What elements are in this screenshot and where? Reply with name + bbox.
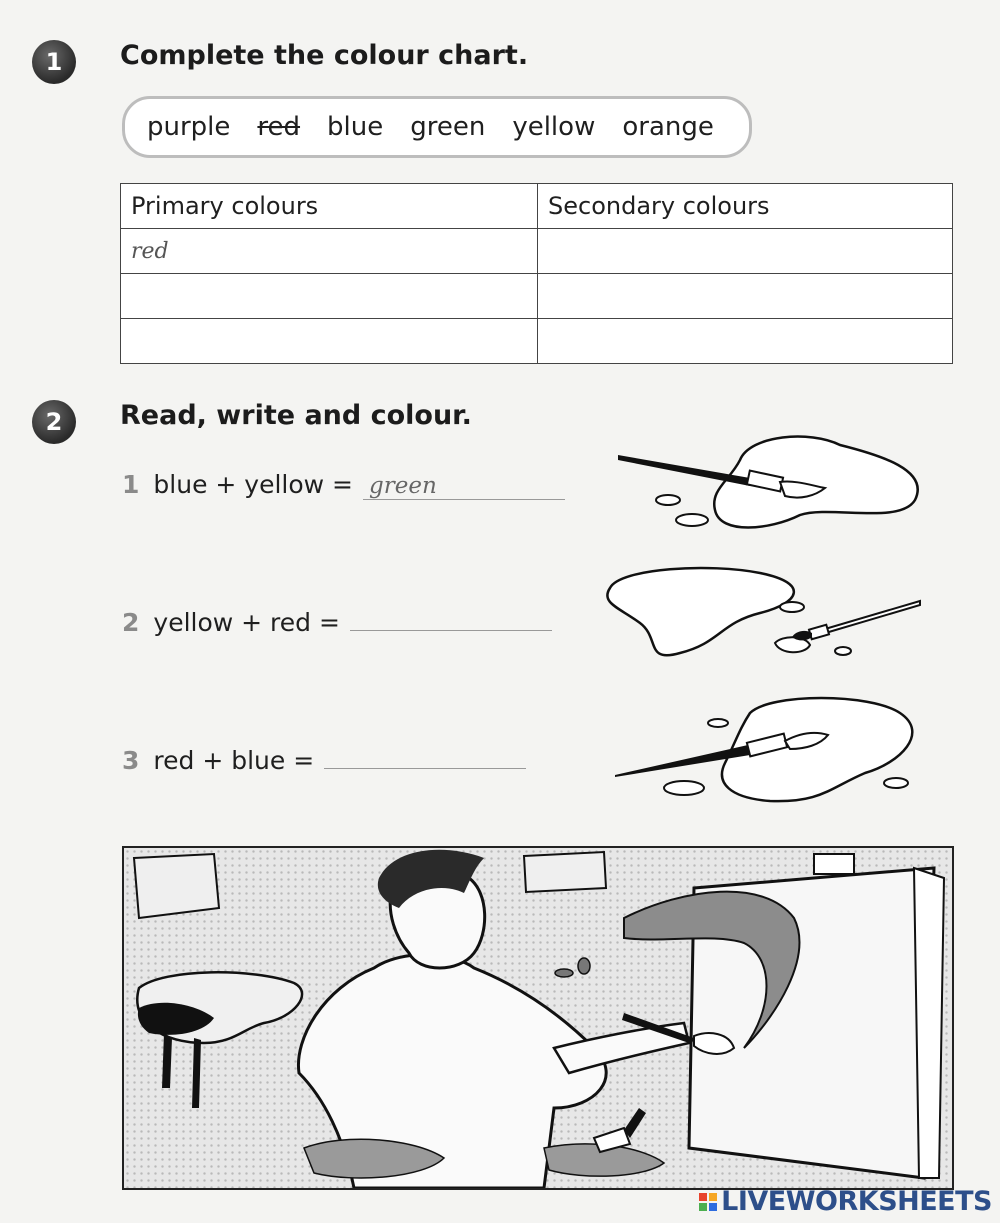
paintbrush-icon bbox=[792, 601, 920, 640]
table-row bbox=[121, 229, 953, 274]
section-2-number: 2 bbox=[45, 408, 63, 436]
item-index: 2 bbox=[122, 608, 140, 637]
item-equation: red + blue = bbox=[153, 746, 315, 775]
word-bank-word: green bbox=[410, 112, 486, 142]
table-row bbox=[121, 319, 953, 364]
painter-illustration bbox=[122, 846, 954, 1190]
section-1-number: 1 bbox=[45, 48, 63, 76]
word-bank-word-struck: red bbox=[257, 112, 301, 142]
equation-item bbox=[122, 746, 526, 775]
equation-item bbox=[122, 470, 565, 500]
column-header-secondary: Secondary colours bbox=[538, 184, 953, 229]
equation-item bbox=[122, 608, 552, 637]
primary-cell[interactable] bbox=[121, 319, 538, 364]
answer-field[interactable] bbox=[324, 746, 526, 769]
item-equation: yellow + red = bbox=[153, 608, 340, 637]
table-row bbox=[121, 274, 953, 319]
section-1-number-badge bbox=[32, 40, 76, 84]
answer-field[interactable]: green bbox=[363, 473, 565, 500]
paint-splodge-2[interactable] bbox=[600, 563, 930, 668]
painter-scene bbox=[124, 848, 952, 1188]
item-equation: blue + yellow = bbox=[153, 470, 353, 499]
section-2-number-badge bbox=[32, 400, 76, 444]
word-bank-word: yellow bbox=[512, 112, 596, 142]
primary-cell[interactable]: red bbox=[121, 229, 538, 274]
secondary-cell[interactable] bbox=[538, 229, 953, 274]
paint-splodge-3[interactable] bbox=[600, 693, 930, 808]
word-bank-word: purple bbox=[147, 112, 231, 142]
section-2-heading: Read, write and colour. bbox=[120, 400, 472, 431]
logo-grid-icon bbox=[699, 1193, 717, 1211]
watermark-text: LIVEWORKSHEETS bbox=[721, 1186, 992, 1217]
section-1-heading: Complete the colour chart. bbox=[120, 40, 529, 71]
colour-chart-table bbox=[120, 183, 953, 364]
word-bank bbox=[122, 96, 752, 158]
item-index: 3 bbox=[122, 746, 140, 775]
primary-cell[interactable] bbox=[121, 274, 538, 319]
item-index: 1 bbox=[122, 470, 140, 499]
secondary-cell[interactable] bbox=[538, 274, 953, 319]
liveworksheets-logo bbox=[699, 1186, 992, 1217]
secondary-cell[interactable] bbox=[538, 319, 953, 364]
table-header-row bbox=[121, 184, 953, 229]
paint-splodge-1[interactable] bbox=[600, 430, 930, 540]
answer-field[interactable] bbox=[350, 608, 552, 631]
column-header-primary: Primary colours bbox=[121, 184, 538, 229]
word-bank-word: orange bbox=[622, 112, 714, 142]
word-bank-word: blue bbox=[327, 112, 384, 142]
